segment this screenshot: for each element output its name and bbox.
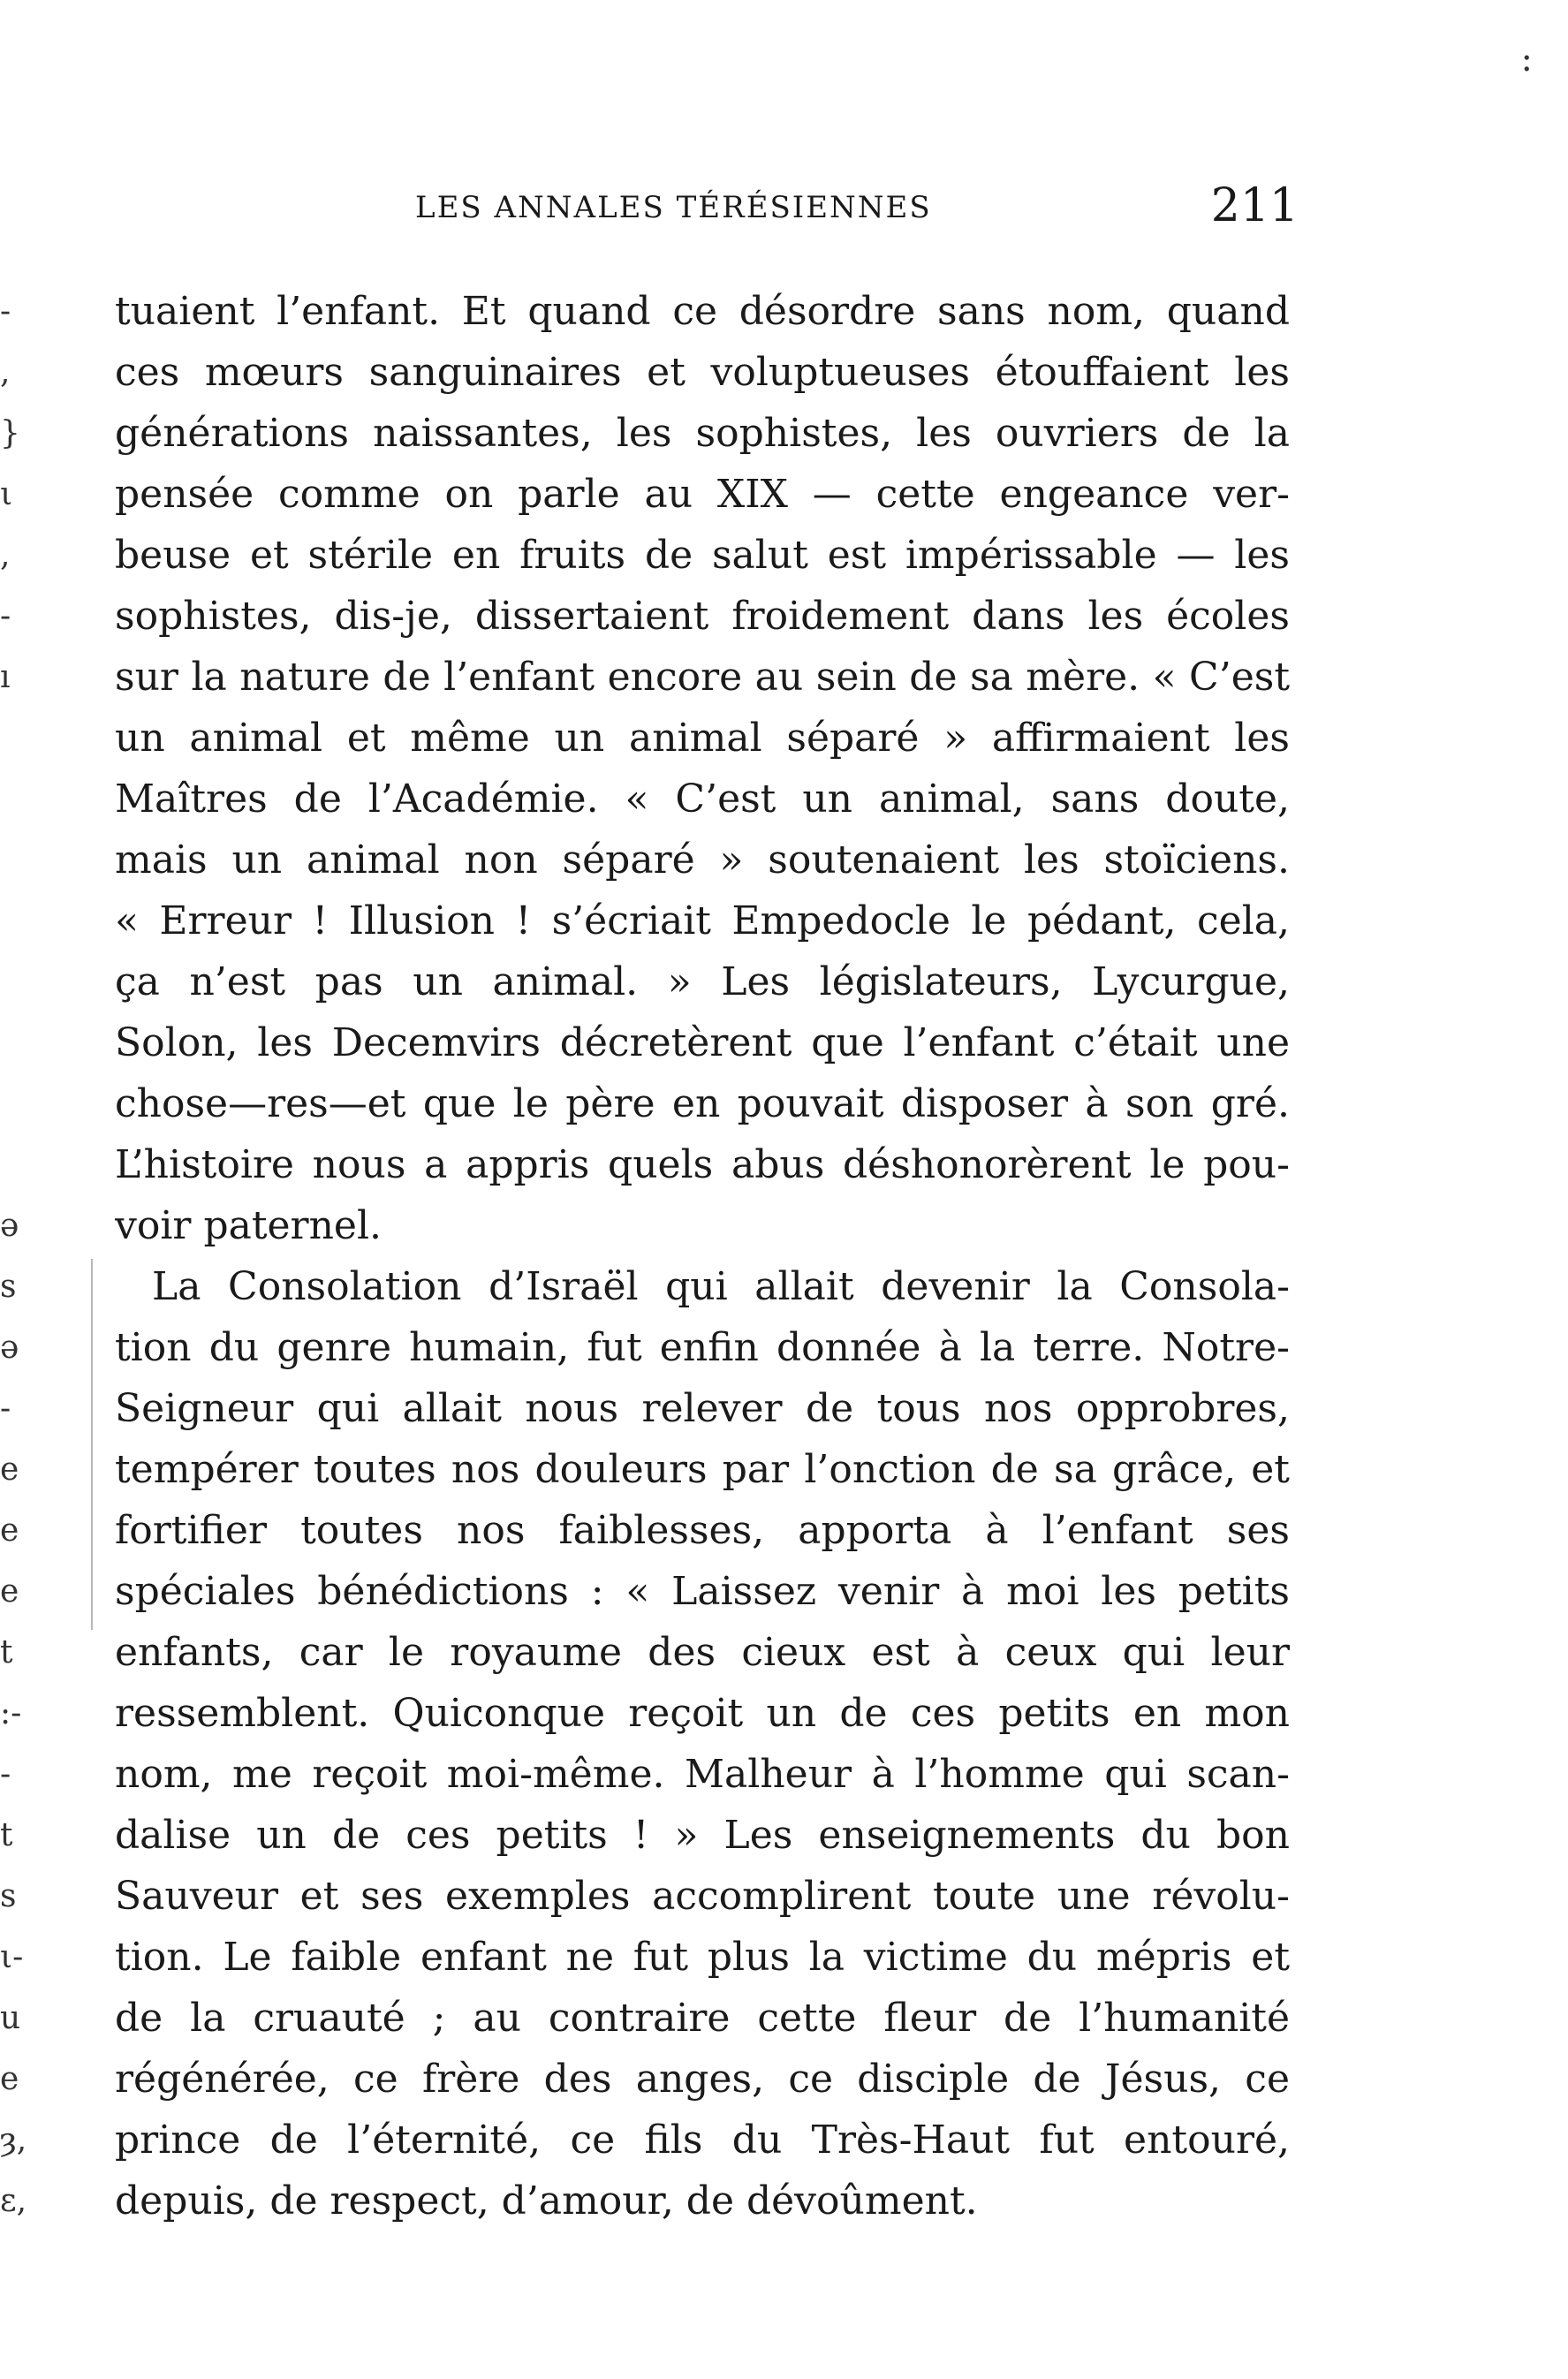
text-line: Solon, les Decemvirs décretèrent que l’enfant c’était une	[115, 1020, 1290, 1065]
margin-mark: }	[0, 415, 20, 451]
text-line: nom, me reçoit moi-même. Malheur à l’homme qui scan-	[115, 1752, 1290, 1797]
margin-mark: -	[0, 598, 11, 634]
page-header	[415, 181, 1299, 234]
margin-mark: -	[0, 293, 11, 330]
text-line: prince de l’éternité, ce fils du Très-Haut fut entouré,	[115, 2118, 1290, 2163]
text-line: Sauveur et ses exemples accomplirent toute une révolu-	[115, 1874, 1290, 1919]
text-line: beuse et stérile en fruits de salut est impérissable — les	[115, 533, 1290, 578]
text-line: tion du genre humain, fut enfin donnée à la terre. Notre-	[115, 1325, 1290, 1370]
text-line: un animal et même un animal séparé » affirmaient les	[115, 716, 1290, 761]
text-line: mais un animal non séparé » soutenaient les stoïciens.	[115, 837, 1290, 883]
text-line: tion. Le faible enfant ne fut plus la victime du mépris et	[115, 1935, 1290, 1980]
margin-mark: ι	[0, 476, 13, 512]
text-line: Maîtres de l’Académie. « C’est un animal, sans doute,	[115, 777, 1290, 822]
text-line: sur la nature de l’enfant encore au sein de sa mère. « C’est	[115, 655, 1290, 700]
margin-mark: ə	[0, 1208, 19, 1244]
text-line: spéciales bénédictions : « Laissez venir à moi les petits	[115, 1569, 1290, 1614]
body-text	[115, 281, 1290, 2231]
margin-mark: ə	[0, 1330, 19, 1366]
margin-mark: -	[0, 1390, 11, 1427]
margin-mark: ı	[0, 659, 11, 695]
text-line: sophistes, dis-je, dissertaient froidement dans les écoles	[115, 594, 1290, 639]
gutter-rule	[91, 1259, 93, 1630]
margin-mark: ɛ,	[0, 2183, 27, 2219]
margin-mark: :-	[0, 1695, 22, 1731]
text-line: ça n’est pas un animal. » Les législateurs, Lycurgue,	[115, 959, 1290, 1004]
margin-mark: -	[0, 1756, 11, 1792]
margin-mark: t	[0, 1634, 13, 1671]
margin-mark: s	[0, 1269, 17, 1305]
corner-mark: :	[1520, 39, 1533, 80]
text-line: La Consolation d’Israël qui allait devenir la Consola-	[152, 1264, 1290, 1309]
page-number: 211	[1210, 179, 1299, 232]
margin-mark: u	[0, 2000, 21, 2036]
text-line: fortifier toutes nos faiblesses, apporta à l’enfant ses	[115, 1508, 1290, 1553]
margin-mark: e	[0, 1512, 19, 1549]
text-line: enfants, car le royaume des cieux est à ceux qui leur	[115, 1630, 1290, 1675]
running-title: LES ANNALES TÉRÉSIENNES	[415, 190, 932, 225]
text-line: « Erreur ! Illusion ! s’écriait Empedocle le pédant, cela,	[115, 898, 1290, 943]
margin-mark: s	[0, 1878, 17, 1914]
margin-mark: ȝ,	[0, 2122, 27, 2158]
margin-mark: ι-	[0, 1939, 24, 1975]
text-line: L’histoire nous a appris quels abus déshonorèrent le pou-	[115, 1142, 1290, 1187]
text-line: de la cruauté ; au contraire cette fleur de l’humanité	[115, 1996, 1290, 2041]
margin-mark: ,	[0, 537, 11, 573]
text-line: régénérée, ce frère des anges, ce disciple de Jésus, ce	[115, 2057, 1290, 2102]
text-line: chose—res—et que le père en pouvait disposer à son gré.	[115, 1081, 1290, 1126]
margin-mark: e	[0, 1451, 19, 1488]
margin-mark: t	[0, 1817, 13, 1853]
text-line: générations naissantes, les sophistes, les ouvriers de la	[115, 411, 1290, 456]
margin-mark: e	[0, 2061, 19, 2097]
margin-mark: e	[0, 1573, 19, 1610]
text-line: ces mœurs sanguinaires et voluptueuses étouffaient les	[115, 350, 1290, 395]
margin-mark: ,	[0, 354, 11, 390]
text-line: ressemblent. Quiconque reçoit un de ces petits en mon	[115, 1691, 1290, 1736]
text-line: Seigneur qui allait nous relever de tous nos opprobres,	[115, 1386, 1290, 1431]
text-line: pensée comme on parle au XIX — cette engeance ver-	[115, 472, 1290, 517]
text-line: voir paternel.	[115, 1203, 383, 1248]
text-line: depuis, de respect, d’amour, de dévoûment.	[115, 2178, 978, 2224]
text-line: tempérer toutes nos douleurs par l’onction de sa grâce, et	[115, 1447, 1290, 1492]
text-line: dalise un de ces petits ! » Les enseignements du bon	[115, 1813, 1290, 1858]
text-line: tuaient l’enfant. Et quand ce désordre sans nom, quand	[115, 289, 1290, 334]
